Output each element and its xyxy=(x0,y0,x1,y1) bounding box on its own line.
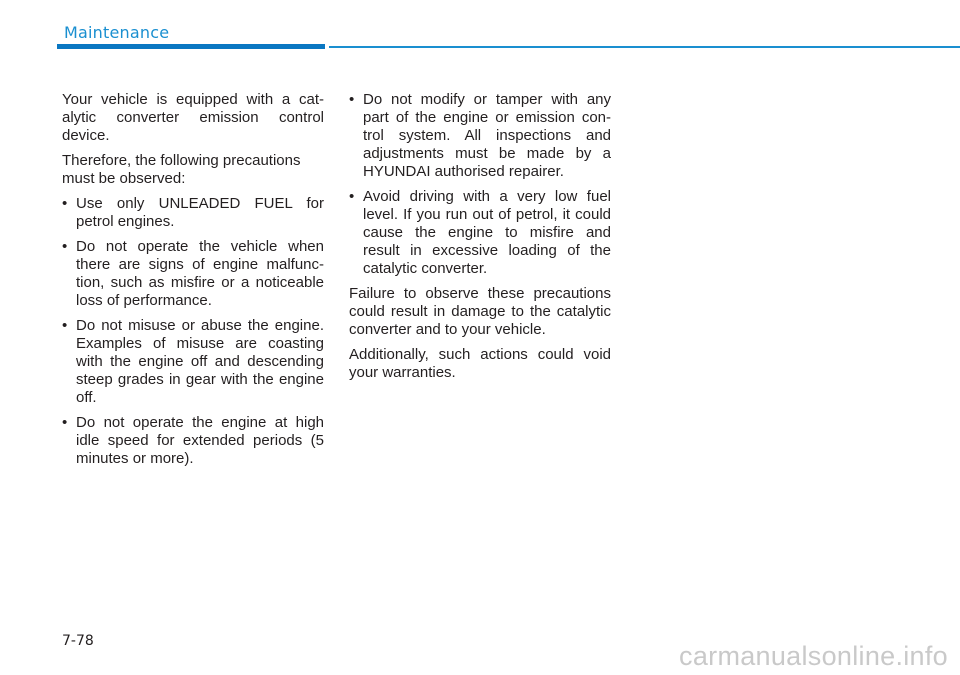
list-item: • Use only UNLEADED FUEL for petrol engines. xyxy=(62,195,324,231)
list-item: • Do not misuse or abuse the engine. Examples of misuse are coasting with the engine off and descending steep grades in gear with the engine off. xyxy=(62,317,324,407)
list-item: • Do not operate the engine at high idle speed for extended periods (5 minutes or more). xyxy=(62,414,324,468)
page-number: 7-78 xyxy=(62,633,94,649)
warning-paragraph: Failure to observe these precautions could result in damage to the catalytic converter and to your vehicle. xyxy=(349,285,611,338)
left-column xyxy=(62,91,324,475)
precautions-list-left xyxy=(62,195,324,468)
header-rule-thin xyxy=(329,46,960,48)
closing-paragraph: Additionally, such actions could void your warranties. xyxy=(349,346,611,381)
intro-paragraph: Your vehicle is equipped with a cat-alytic converter emission control device. xyxy=(62,91,324,144)
list-item: • Avoid driving with a very low fuel level. If you run out of petrol, it could cause the engine to misfire and result in excessive loading of the catalytic converter. xyxy=(349,188,611,278)
list-item: • Do not modify or tamper with any part of the engine or emission con-trol system. All inspections and adjustments must be made by a HYUNDAI authorised repairer. xyxy=(349,91,611,181)
list-item: • Do not operate the vehicle when there are signs of engine malfunc-tion, such as misfire or a noticeable loss of performance. xyxy=(62,238,324,310)
section-title: Maintenance xyxy=(64,23,170,42)
right-column xyxy=(349,91,611,389)
precautions-list-right xyxy=(349,91,611,278)
watermark-text: carmanualsonline.info xyxy=(679,641,948,671)
precautions-lead: Therefore, the following precautions must be observed: xyxy=(62,152,301,187)
header-rule-thick xyxy=(57,44,325,49)
